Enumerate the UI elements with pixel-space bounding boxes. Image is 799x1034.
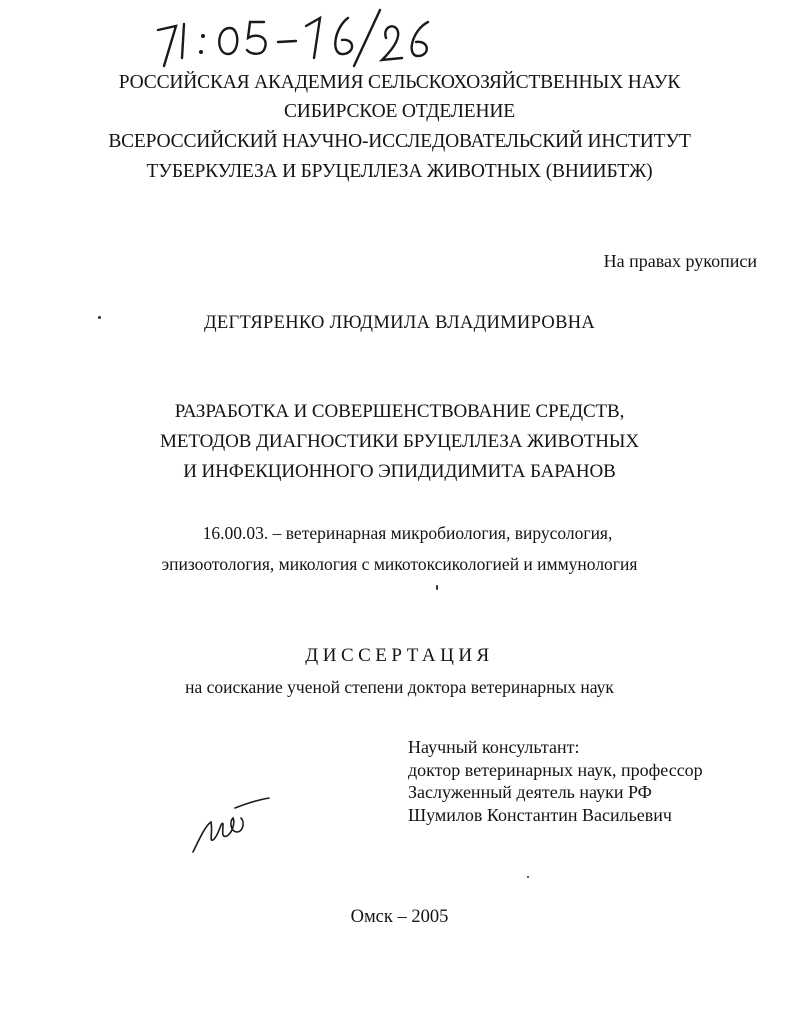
header-line-1: РОССИЙСКАЯ АКАДЕМИЯ СЕЛЬСКОХОЗЯЙСТВЕННЫХ НАУК [118,72,681,93]
specialty-line-2: эпизоотология, микология с микотоксикологией и иммунология [161,554,638,574]
header-line-4: ТУБЕРКУЛЕЗА И БРУЦЕЛЛЕЗА ЖИВОТНЫХ (ВНИИБТЖ) [146,161,653,182]
consultant-heading: Научный консультант: [408,737,580,757]
degree-line: на соискание ученой степени доктора ветеринарных наук [185,677,614,697]
header-line-3: ВСЕРОССИЙСКИЙ НАУЧНО-ИССЛЕДОВАТЕЛЬСКИЙ ИНСТИТУТ [108,131,691,152]
title-line-3: И ИНФЕКЦИОННОГО ЭПИДИДИМИТА БАРАНОВ [183,461,616,482]
city-year: Омск – 2005 [350,907,449,927]
consultant-line-2: Заслуженный деятель науки РФ [408,782,652,802]
author-name: ДЕГТЯРЕНКО ЛЮДМИЛА ВЛАДИМИРОВНА [203,313,596,333]
title-line-1: РАЗРАБОТКА И СОВЕРШЕНСТВОВАНИЕ СРЕДСТВ, [174,401,625,422]
specialty-line-1: 16.00.03. – ветеринарная микробиология, вирусология, [202,523,613,543]
handwritten-signature [185,792,275,857]
scan-speck [436,585,438,590]
consultant-line-3: Шумилов Константин Васильевич [408,805,672,825]
scan-speck [98,316,101,319]
handwritten-catalog-number [150,8,440,68]
document-type: ДИССЕРТАЦИЯ [305,645,494,666]
rights-note: На правах рукописи [603,251,757,271]
title-line-2: МЕТОДОВ ДИАГНОСТИКИ БРУЦЕЛЛЕЗА ЖИВОТНЫХ [160,431,639,452]
scan-speck [527,876,529,878]
handwriting-underlay [150,8,440,68]
header-line-2: СИБИРСКОЕ ОТДЕЛЕНИЕ [284,101,515,122]
consultant-line-1: доктор ветеринарных наук, профессор [408,760,703,780]
